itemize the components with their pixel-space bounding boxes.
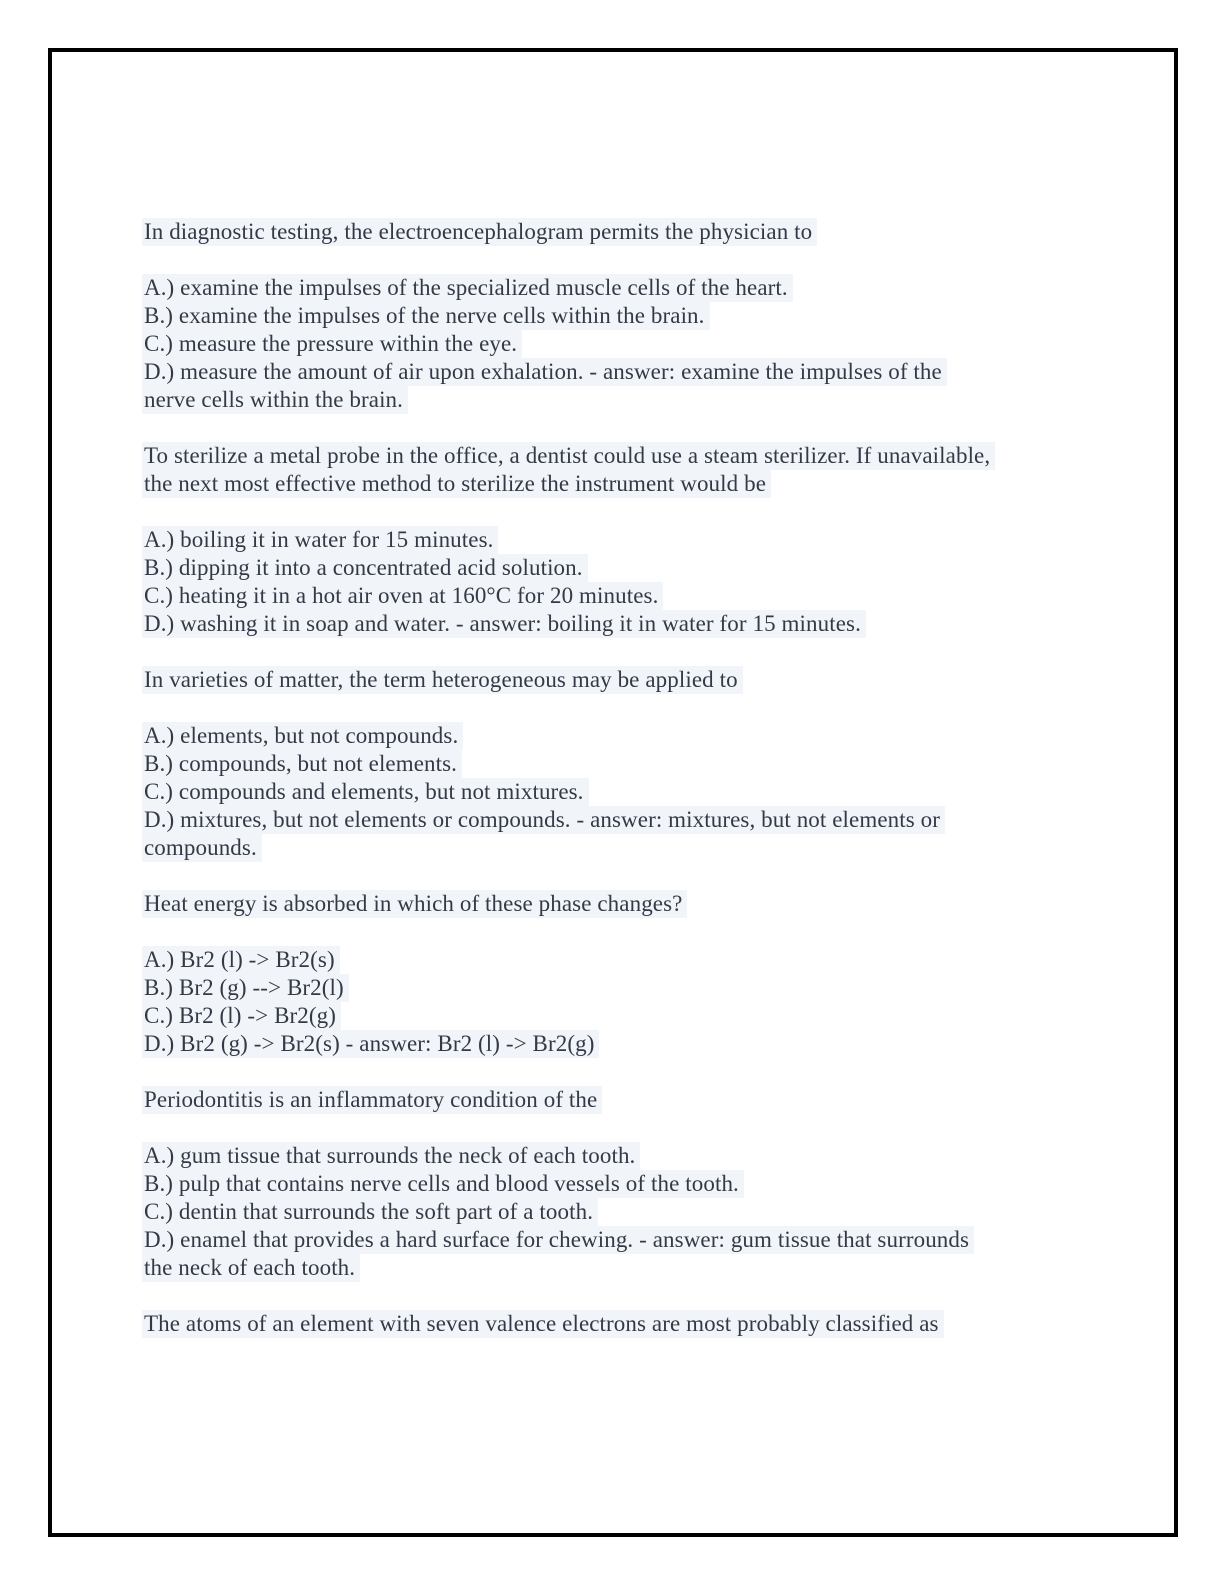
highlighted-text: The atoms of an element with seven valence electrons are most probably classified as (142, 1310, 944, 1338)
highlighted-text: C.) compounds and elements, but not mixtures. (142, 778, 589, 806)
highlighted-text: A.) Br2 (l) -> Br2(s) (142, 946, 340, 974)
highlighted-text: D.) mixtures, but not elements or compounds. - answer: mixtures, but not elements or (142, 806, 945, 834)
text-line (144, 218, 1084, 246)
highlighted-text: In diagnostic testing, the electroencephalogram permits the physician to (142, 218, 817, 246)
text-line (144, 358, 1084, 386)
text-line (144, 610, 1084, 638)
options-5 (144, 1142, 1084, 1282)
highlighted-text: B.) examine the impulses of the nerve cells within the brain. (142, 302, 710, 330)
highlighted-text: D.) Br2 (g) -> Br2(s) - answer: Br2 (l) -> Br2(g) (142, 1030, 599, 1058)
options-1 (144, 274, 1084, 414)
text-line (144, 834, 1084, 862)
question-3 (144, 666, 1084, 694)
text-line (144, 974, 1084, 1002)
text-line (144, 1310, 1084, 1338)
text-line (144, 470, 1084, 498)
highlighted-text: C.) dentin that surrounds the soft part of a tooth. (142, 1198, 598, 1226)
text-line (144, 1198, 1084, 1226)
highlighted-text: C.) Br2 (l) -> Br2(g) (142, 1002, 341, 1030)
highlighted-text: In varieties of matter, the term heterogeneous may be applied to (142, 666, 743, 694)
text-line (144, 750, 1084, 778)
question-5 (144, 1086, 1084, 1114)
text-line (144, 946, 1084, 974)
text-line (144, 526, 1084, 554)
text-line (144, 666, 1084, 694)
highlighted-text: the next most effective method to sterilize the instrument would be (142, 470, 771, 498)
text-line (144, 1002, 1084, 1030)
text-line (144, 582, 1084, 610)
highlighted-text: the neck of each tooth. (142, 1254, 360, 1282)
text-line (144, 1086, 1084, 1114)
text-line (144, 386, 1084, 414)
highlighted-text: D.) washing it in soap and water. - answer: boiling it in water for 15 minutes. (142, 610, 866, 638)
options-3 (144, 722, 1084, 862)
highlighted-text: To sterilize a metal probe in the office, a dentist could use a steam sterilizer. If unavailable, (142, 442, 995, 470)
text-line (144, 722, 1084, 750)
question-6 (144, 1310, 1084, 1338)
highlighted-text: A.) gum tissue that surrounds the neck of each tooth. (142, 1142, 640, 1170)
question-2 (144, 442, 1084, 498)
text-line (144, 302, 1084, 330)
document-content (144, 218, 1084, 1338)
text-line (144, 778, 1084, 806)
highlighted-text: B.) compounds, but not elements. (142, 750, 462, 778)
highlighted-text: B.) Br2 (g) --> Br2(l) (142, 974, 349, 1002)
highlighted-text: D.) enamel that provides a hard surface for chewing. - answer: gum tissue that surrounds (142, 1226, 974, 1254)
highlighted-text: B.) pulp that contains nerve cells and blood vessels of the tooth. (142, 1170, 744, 1198)
highlighted-text: D.) measure the amount of air upon exhalation. - answer: examine the impulses of the (142, 358, 947, 386)
highlighted-text: C.) heating it in a hot air oven at 160°C for 20 minutes. (142, 582, 663, 610)
text-line (144, 1254, 1084, 1282)
highlighted-text: A.) examine the impulses of the specialized muscle cells of the heart. (142, 274, 793, 302)
text-line (144, 554, 1084, 582)
text-line (144, 1170, 1084, 1198)
highlighted-text: A.) elements, but not compounds. (142, 722, 463, 750)
highlighted-text: C.) measure the pressure within the eye. (142, 330, 522, 358)
text-line (144, 890, 1084, 918)
question-4 (144, 890, 1084, 918)
highlighted-text: compounds. (142, 834, 262, 862)
text-line (144, 330, 1084, 358)
highlighted-text: nerve cells within the brain. (142, 386, 408, 414)
options-2 (144, 526, 1084, 638)
text-line (144, 1226, 1084, 1254)
text-line (144, 274, 1084, 302)
highlighted-text: Periodontitis is an inflammatory condition of the (142, 1086, 602, 1114)
highlighted-text: Heat energy is absorbed in which of these phase changes? (142, 890, 687, 918)
options-4 (144, 946, 1084, 1058)
text-line (144, 1030, 1084, 1058)
text-line (144, 1142, 1084, 1170)
highlighted-text: A.) boiling it in water for 15 minutes. (142, 526, 498, 554)
text-line (144, 806, 1084, 834)
highlighted-text: B.) dipping it into a concentrated acid solution. (142, 554, 588, 582)
text-line (144, 442, 1084, 470)
question-1 (144, 218, 1084, 246)
